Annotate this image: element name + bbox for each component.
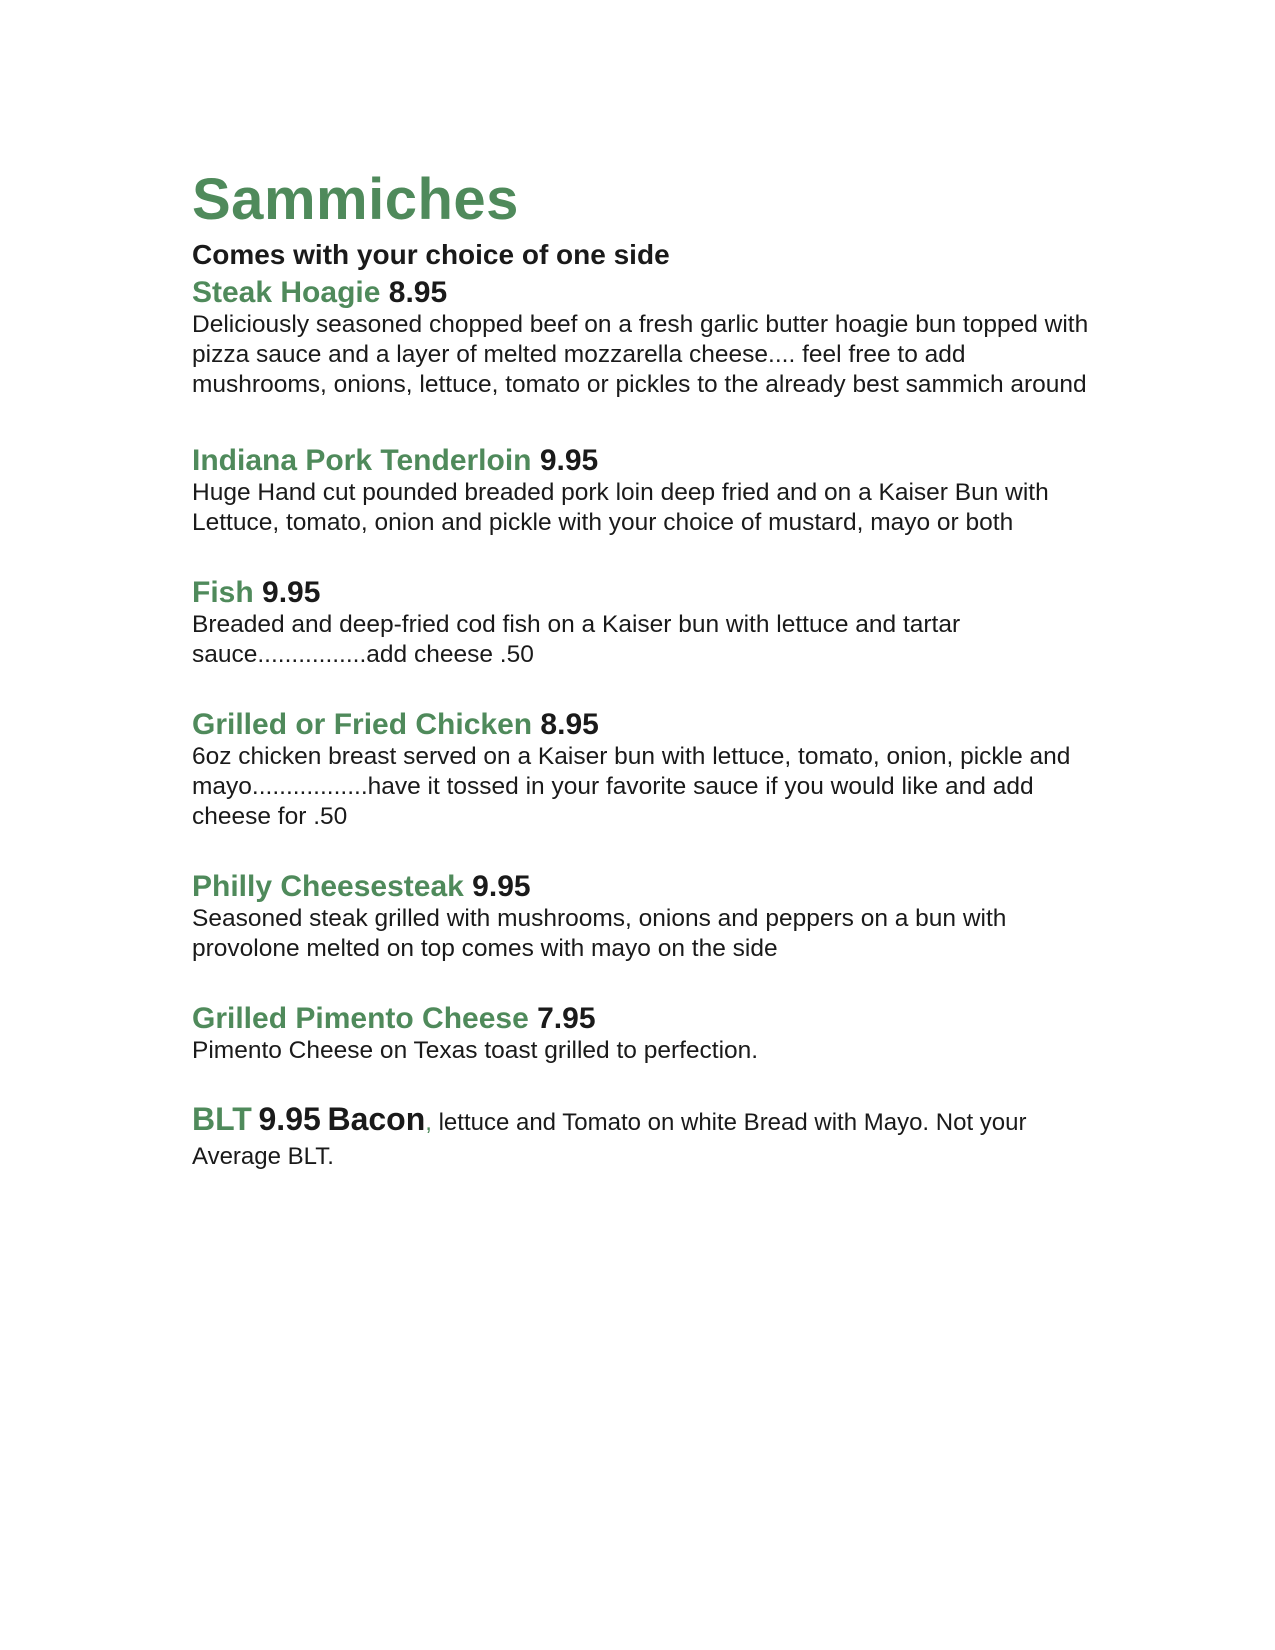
item-description: Breaded and deep-fried cod fish on a Kaiser bun with lettuce and tartar sauce................add cheese .50 (192, 611, 961, 668)
menu-item-grilled-pimento-cheese (192, 1002, 1092, 1066)
item-description: Huge Hand cut pounded breaded pork loin deep fried and on a Kaiser Bun with Lettuce, tomato, onion and pickle with your choice of mustard, mayo or both (192, 479, 1049, 536)
item-description: Deliciously seasoned chopped beef on a fresh garlic butter hoagie bun topped with pizza sauce and a layer of melted mozzarella cheese.... feel free to add mushrooms, onions, lettuce, tomato or pickles to the already best sammich around (192, 311, 1089, 398)
item-description: Pimento Cheese on Texas toast grilled to perfection. (192, 1037, 759, 1064)
menu-item-grilled-or-fried-chicken (192, 708, 1092, 832)
menu-item-fish (192, 576, 1092, 670)
item-name: BLT (192, 1101, 252, 1137)
item-price: 9.95 (472, 870, 531, 903)
item-price: 7.95 (537, 1002, 596, 1035)
item-name: Philly Cheesesteak (192, 870, 464, 903)
menu-item-blt (192, 1102, 1092, 1174)
menu-title: Sammiches (192, 167, 519, 232)
item-price: 9.95 (258, 1101, 321, 1137)
menu-item-indiana-pork-tenderloin (192, 444, 1092, 538)
item-price: 8.95 (540, 708, 599, 741)
menu-item-philly-cheesesteak (192, 870, 1092, 964)
item-comma: , (425, 1109, 432, 1136)
item-price: 8.95 (388, 276, 448, 309)
item-description: 6oz chicken breast served on a Kaiser bun with lettuce, tomato, onion, pickle and mayo.................have it tossed in your favorite sauce if you would like and add cheese for .50 (192, 743, 1071, 830)
item-description: lettuce and Tomato on white Bread with Mayo. Not your Average BLT. (192, 1109, 1027, 1170)
menu-subtitle: Comes with your choice of one side (192, 239, 670, 270)
item-name: Steak Hoagie (192, 276, 381, 309)
item-name: Indiana Pork Tenderloin (192, 444, 532, 477)
menu-item-steak-hoagie (192, 276, 1092, 400)
item-description: Seasoned steak grilled with mushrooms, onions and peppers on a bun with provolone melted on top comes with mayo on the side (192, 905, 1007, 962)
item-name: Grilled Pimento Cheese (192, 1002, 529, 1035)
item-price: 9.95 (539, 444, 599, 477)
item-lead-word: Bacon (327, 1101, 426, 1137)
menu-page (192, 168, 1092, 1174)
item-name: Grilled or Fried Chicken (192, 708, 533, 741)
item-price: 9.95 (262, 576, 321, 609)
item-name: Fish (192, 576, 254, 609)
